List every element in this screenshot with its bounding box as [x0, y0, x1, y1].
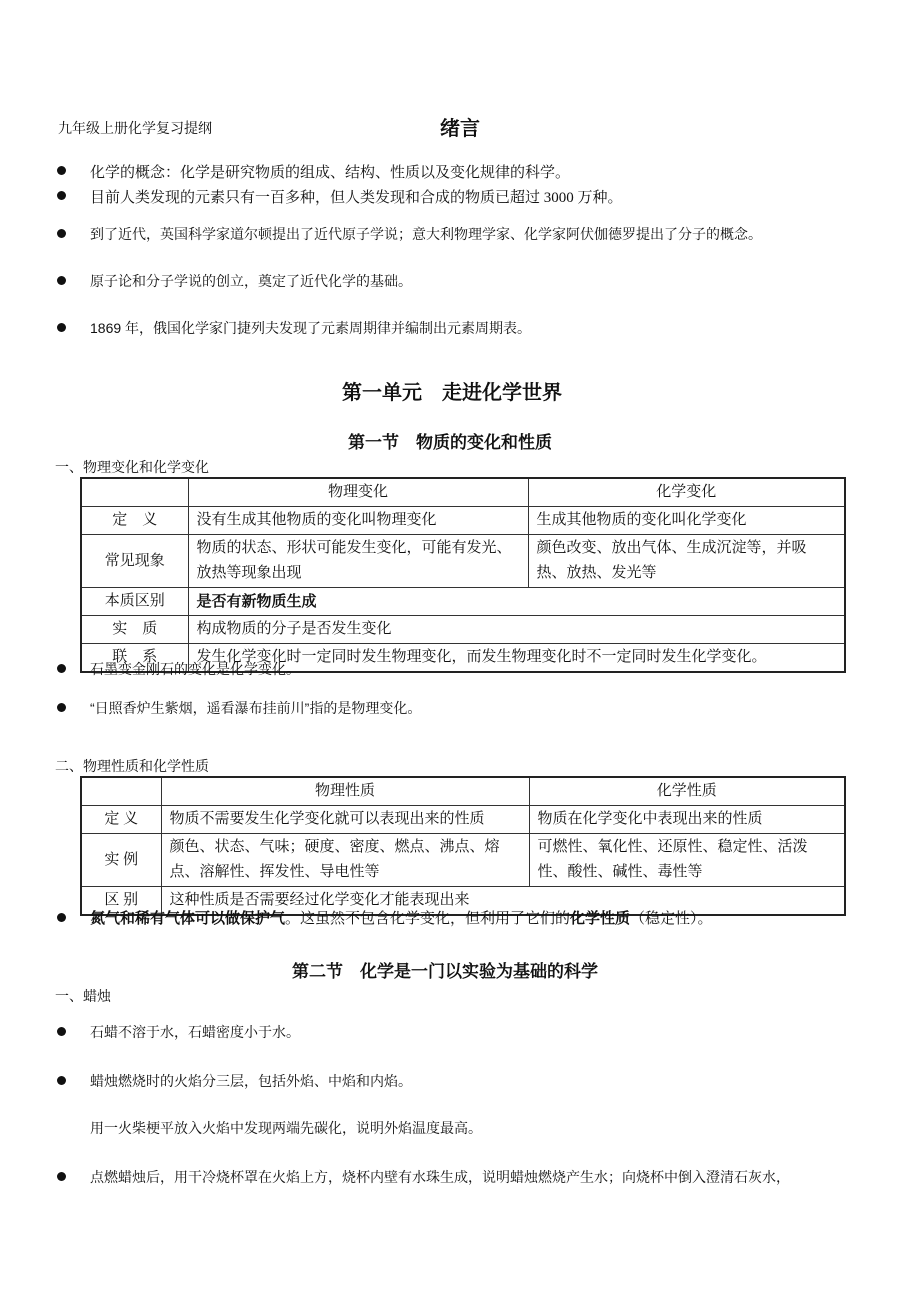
- row-label: 常见现象: [81, 535, 188, 588]
- section-title: 绪言: [440, 118, 480, 140]
- table-row: [81, 616, 845, 644]
- part-heading: 一、蜡烛: [55, 988, 111, 1004]
- cell: 物质不需要发生化学变化就可以表现出来的性质: [161, 806, 529, 834]
- text: 。这虽然不包含化学变化，但利用了它们的: [285, 911, 571, 927]
- cell: 没有生成其他物质的变化叫物理变化: [188, 507, 528, 535]
- bold-text: 氮气和稀有气体可以做保护气: [90, 910, 286, 927]
- cell: 颜色、状态、气味；硬度、密度、燃点、沸点、熔点、溶解性、挥发性、导电性等: [161, 834, 529, 887]
- bullet-icon: [57, 664, 66, 673]
- bullet-text: 点燃蜡烛后，用干冷烧杯罩在火焰上方，烧杯内壁有水珠生成，说明蜡烛燃烧产生水；向烧杯中倒入澄清石灰水，: [90, 1169, 790, 1185]
- change-table: [80, 477, 846, 673]
- bullet-icon: [57, 191, 66, 200]
- row-label: 实 例: [81, 834, 161, 887]
- row-label: 区 别: [81, 887, 161, 916]
- bullet-icon: [57, 166, 66, 175]
- bullet-icon: [57, 703, 66, 712]
- row-label: 定 义: [81, 806, 161, 834]
- bullet-text: 蜡烛燃烧时的火焰分三层，包括外焰、中焰和内焰。: [90, 1073, 412, 1089]
- bullet-icon: [57, 913, 66, 922]
- column-header: 化学变化: [528, 478, 845, 507]
- cell: 颜色改变、放出气体、生成沉淀等，并吸热、放热、发光等: [528, 535, 845, 588]
- table-row: [81, 535, 845, 588]
- cell: 是否有新物质生成: [188, 588, 845, 616]
- bold-text: 化学性质: [570, 910, 631, 927]
- bullet-icon: [57, 1027, 66, 1036]
- cell: 生成其他物质的变化叫化学变化: [528, 507, 845, 535]
- text: （稳定性）。: [630, 911, 713, 927]
- table-row: [81, 588, 845, 616]
- column-header: 物理变化: [188, 478, 528, 507]
- intro-bullet: 1869 年，俄国化学家门捷列夫发现了元素周期律并编制出元素周期表。: [90, 320, 532, 336]
- row-label: 本质区别: [81, 588, 188, 616]
- cell: 发生化学变化时一定同时发生物理变化，而发生物理变化时不一定同时发生化学变化。: [188, 644, 845, 673]
- bullet-icon: [57, 229, 66, 238]
- row-label: 定 义: [81, 507, 188, 535]
- unit-title: 第一单元 走进化学世界: [342, 382, 562, 404]
- bullet-icon: [57, 1076, 66, 1085]
- bullet-text: 石墨变金刚石的变化是化学变化。: [90, 661, 300, 677]
- intro-bullet: 目前人类发现的元素只有一百多种，但人类发现和合成的物质已超过 3000 万种。: [90, 190, 623, 206]
- cell: 这种性质是否需要经过化学变化才能表现出来: [161, 887, 845, 916]
- bullet-icon: [57, 1172, 66, 1181]
- column-header: 物理性质: [161, 777, 529, 806]
- part-heading: 二、物理性质和化学性质: [55, 758, 209, 774]
- table-header-row: [81, 777, 845, 806]
- property-table: [80, 776, 846, 916]
- table-row: [81, 834, 845, 887]
- cell: 物质的状态、形状可能发生变化，可能有发光、放热等现象出现: [188, 535, 528, 588]
- cell: 可燃性、氧化性、还原性、稳定性、活泼性、酸性、碱性、毒性等: [529, 834, 845, 887]
- intro-bullet: 原子论和分子学说的创立，奠定了近代化学的基础。: [90, 273, 412, 289]
- bullet-text: “日照香炉生紫烟，遥看瀑布挂前川”指的是物理变化。: [90, 700, 422, 716]
- bullet-icon: [57, 276, 66, 285]
- row-label: 实 质: [81, 616, 188, 644]
- doc-title: 九年级上册化学复习提纲: [58, 120, 212, 136]
- table-header-row: [81, 478, 845, 507]
- indent-text: 用一火柴梗平放入火焰中发现两端先碳化，说明外焰温度最高。: [90, 1120, 482, 1136]
- section-heading: 第一节 物质的变化和性质: [348, 433, 552, 452]
- bullet-icon: [57, 323, 66, 332]
- table-row: [81, 806, 845, 834]
- bullet-text: 石蜡不溶于水，石蜡密度小于水。: [90, 1024, 300, 1040]
- part-heading: 一、物理变化和化学变化: [55, 459, 209, 475]
- section-heading: 第二节 化学是一门以实验为基础的科学: [292, 962, 598, 981]
- table-row: [81, 507, 845, 535]
- row-label: 联 系: [81, 644, 188, 673]
- intro-bullet: 到了近代，英国科学家道尔顿提出了近代原子学说；意大利物理学家、化学家阿伏伽德罗提出了分子的概念。: [90, 226, 762, 242]
- bullet-text: [90, 907, 713, 928]
- cell: 构成物质的分子是否发生变化: [188, 616, 845, 644]
- column-header: 化学性质: [529, 777, 845, 806]
- intro-bullet: 化学的概念：化学是研究物质的组成、结构、性质以及变化规律的科学。: [90, 165, 571, 181]
- cell: 物质在化学变化中表现出来的性质: [529, 806, 845, 834]
